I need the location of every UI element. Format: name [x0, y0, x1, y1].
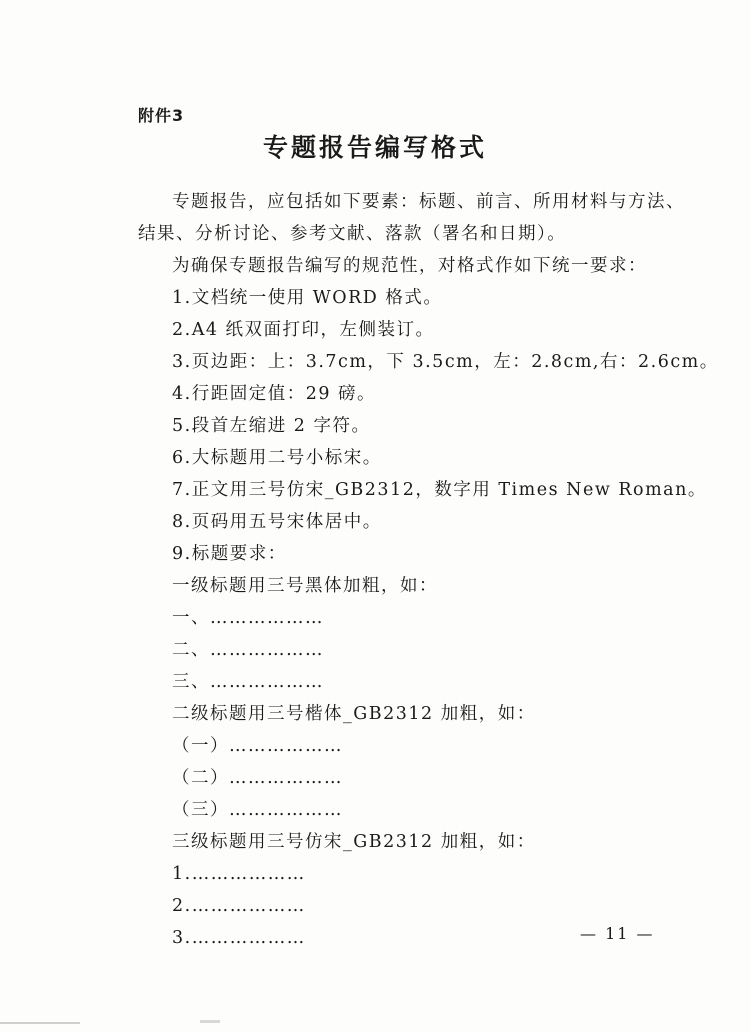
- document-title: 专题报告编写格式: [262, 133, 487, 162]
- heading-example-line: 三、………………: [172, 672, 324, 692]
- heading-example-line: 二、………………: [172, 640, 324, 660]
- heading-example-line: （二）………………: [172, 768, 343, 788]
- body-line: 2.A4 纸双面打印，左侧装订。: [172, 320, 435, 340]
- heading-example-line: 2.………………: [172, 896, 306, 916]
- heading-example-line: （一）………………: [172, 736, 343, 756]
- page-number: — 11 —: [580, 924, 655, 943]
- heading-example-line: （三）………………: [172, 800, 343, 820]
- body-line: 为确保专题报告编写的规范性，对格式作如下统一要求：: [172, 256, 647, 276]
- heading-example-line: 3.………………: [172, 928, 306, 948]
- scan-artifact: [200, 1020, 220, 1023]
- heading-example-line: 一、………………: [172, 608, 324, 628]
- body-line: 1.文档统一使用 WORD 格式。: [172, 288, 443, 308]
- body-line: 三级标题用三号仿宋_GB2312 加粗，如：: [172, 832, 536, 852]
- body-line: 4.行距固定值：29 磅。: [172, 384, 377, 404]
- body-line: 7.正文用三号仿宋_GB2312，数字用 Times New Roman。: [172, 480, 707, 500]
- body-line: 3.页边距：上：3.7cm，下 3.5cm，左：2.8cm,右：2.6cm。: [172, 352, 719, 372]
- body-line: 6.大标题用二号小标宋。: [172, 448, 382, 468]
- body-line: 一级标题用三号黑体加粗，如：: [172, 576, 438, 596]
- heading-example-line: 1.………………: [172, 864, 306, 884]
- body-line: 8.页码用五号宋体居中。: [172, 512, 382, 532]
- body-line: 9.标题要求：: [172, 544, 287, 564]
- scan-artifact: [0, 1022, 80, 1024]
- body-line: 5.段首左缩进 2 字符。: [172, 416, 371, 436]
- body-line: 二级标题用三号楷体_GB2312 加粗，如：: [172, 704, 536, 724]
- attachment-label: 附件3: [138, 106, 185, 125]
- body-line: 专题报告，应包括如下要素：标题、前言、所用材料与方法、: [172, 192, 685, 212]
- body-line: 结果、分析讨论、参考文献、落款（署名和日期）。: [138, 224, 567, 244]
